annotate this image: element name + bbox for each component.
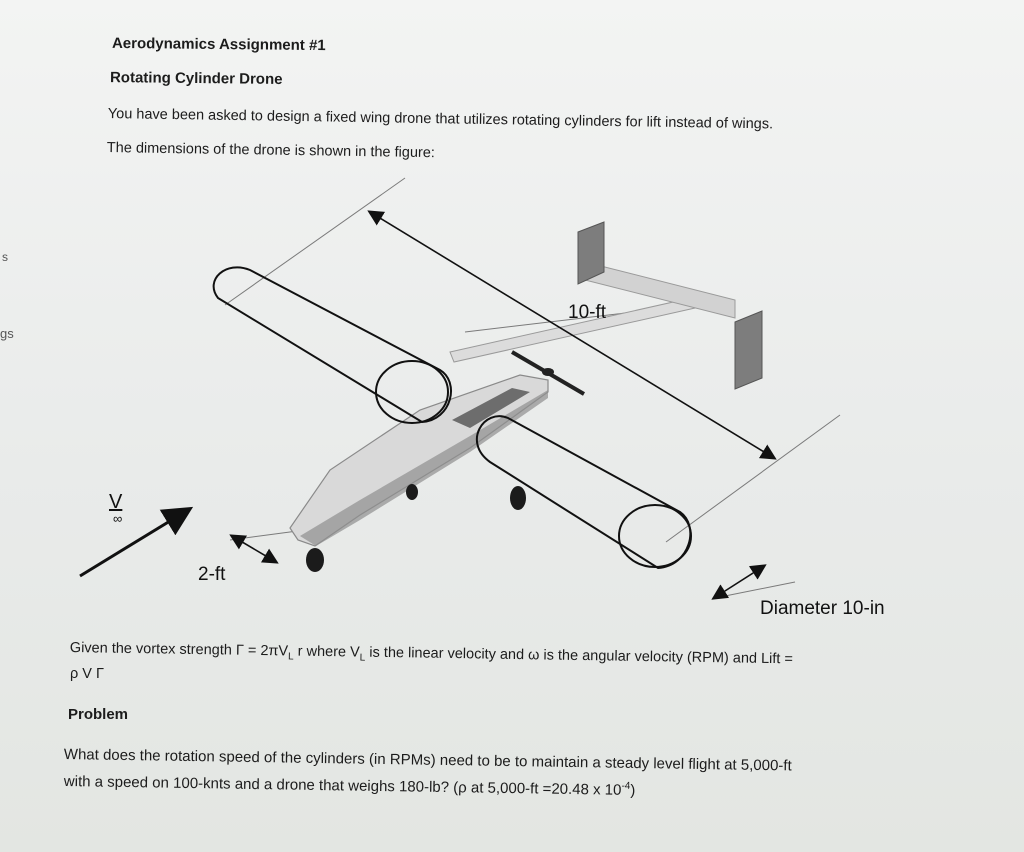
- fuselage: [290, 375, 548, 546]
- given-text-a: Given the vortex strength Γ = 2πV: [69, 640, 289, 660]
- edge-text-fragment: gs: [0, 326, 14, 341]
- edge-text-fragment: s: [2, 250, 8, 264]
- problem-text-b: ): [630, 781, 636, 799]
- spacing-label: 2-ft: [198, 564, 226, 585]
- length-label: 10-ft: [568, 302, 607, 323]
- given-line-2: ρ V Γ: [70, 666, 104, 682]
- assignment-title: Aerodynamics Assignment #1: [111, 34, 326, 55]
- velocity-subscript: ∞: [113, 511, 123, 526]
- problem-line-1: What does the rotation speed of the cylinders (in RPMs) need to be to maintain a steady level flight at 5,000-ft: [63, 746, 792, 775]
- assignment-subtitle: Rotating Cylinder Drone: [109, 69, 283, 88]
- problem-text-a: with a speed on 100-knts and a drone that weighs 180-lb? (ρ at 5,000-ft =20.48 x 10: [63, 772, 622, 799]
- tail-fin-right: [735, 311, 762, 389]
- problem-exponent: -4: [621, 780, 631, 792]
- given-text-c: is the linear velocity and ω is the angular velocity (RPM) and Lift =: [365, 644, 794, 668]
- nose-wheel: [306, 548, 324, 572]
- main-wheel-right: [510, 486, 526, 510]
- intro-line-2: The dimensions of the drone is shown in the figure:: [106, 140, 436, 162]
- given-subscript-1: L: [287, 651, 294, 663]
- diameter-label: Diameter 10-in: [760, 598, 885, 619]
- velocity-arrow: [80, 510, 188, 576]
- velocity-label: V: [109, 491, 123, 513]
- given-text-b: r where V: [293, 643, 360, 661]
- spacing-dimension-arrow: [232, 536, 276, 562]
- cylinder-left: [214, 267, 451, 423]
- given-subscript-2: L: [359, 652, 366, 664]
- problem-heading: Problem: [68, 706, 129, 723]
- main-wheel-left: [406, 484, 418, 500]
- intro-line-1: You have been asked to design a fixed wing drone that utilizes rotating cylinders for lift instead of wings.: [107, 106, 774, 133]
- cylinder-right: [477, 416, 691, 568]
